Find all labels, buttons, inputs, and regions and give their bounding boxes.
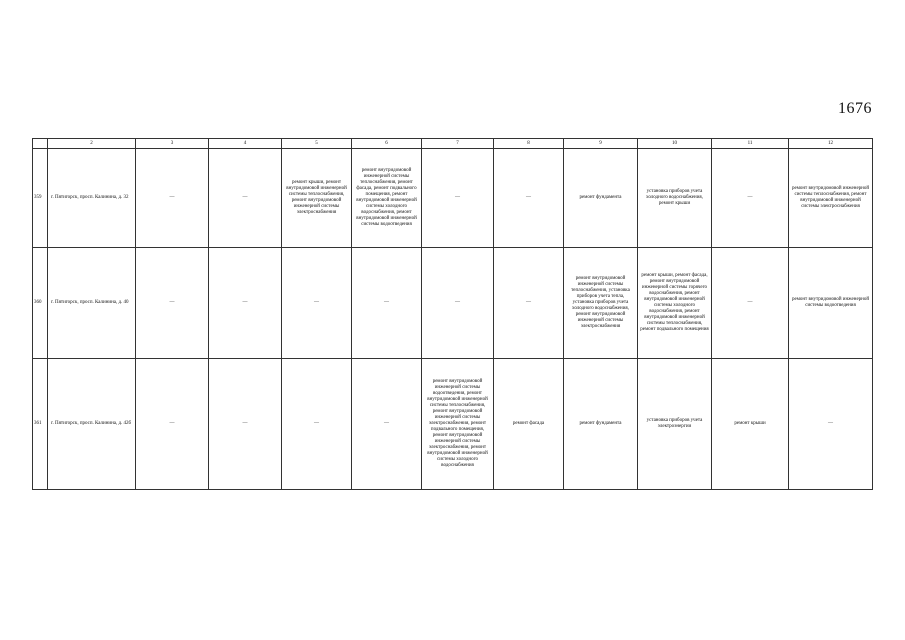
header-cell: 3 [136,139,209,149]
repair-schedule-table [32,138,873,490]
work-cell: — [282,359,352,490]
work-cell: — [494,149,564,248]
header-cell: 9 [564,139,638,149]
table-row [33,248,873,359]
work-cell: — [712,149,789,248]
work-cell: — [422,149,494,248]
address-cell: г. Пятигорск, просп. Калинина, д. 40 [48,248,136,359]
row-number: 359 [33,149,48,248]
table-row [33,149,873,248]
work-cell: — [712,248,789,359]
header-cell: 10 [638,139,712,149]
work-cell: — [352,248,422,359]
header-cell: 6 [352,139,422,149]
work-cell: ремонт крыши, ремонт внутридомовой инженерной системы теплоснабжения, ремонт внутридомовой инженерной системы электроснабжения [282,149,352,248]
work-cell: — [136,248,209,359]
address-cell: г. Пятигорск, просп. Калинина, д. 42б [48,359,136,490]
work-cell: ремонт внутридомовой инженерной системы теплоснабжения, установка приборов учета тепла, установка приборов учета холодного водоснабжения, ремонт внутридомовой инженерной системы электроснабжения [564,248,638,359]
work-cell: — [209,248,282,359]
work-cell: ремонт фундамента [564,359,638,490]
work-cell: — [136,149,209,248]
row-number: 361 [33,359,48,490]
work-cell: — [494,248,564,359]
header-row [33,139,873,149]
work-cell: — [209,359,282,490]
work-cell: установка приборов учета холодного водоснабжения, ремонт крыши [638,149,712,248]
address-cell: г. Пятигорск, просп. Калинина, д. 32 [48,149,136,248]
work-cell: ремонт крыши, ремонт фасада, ремонт внутридомовой инженерной системы горячего водоснабжения, ремонт внутридомовой инженерной системы холодного водоснабжения, ремонт внутридомовой инженерной системы теплоснабжения, ремонт подвального помещения [638,248,712,359]
header-cell: 4 [209,139,282,149]
page-number: 1676 [838,100,872,117]
work-cell: ремонт внутридомовой инженерной системы теплоснабжения, ремонт фасада, ремонт подвального помещения, ремонт внутридомовой инженерной системы холодного водоснабжения, ремонт внутридомовой инженерной системы водоотведения [352,149,422,248]
header-cell: 2 [48,139,136,149]
table-row [33,359,873,490]
work-cell: — [136,359,209,490]
header-cell: 12 [789,139,873,149]
work-cell: ремонт крыши [712,359,789,490]
work-cell: — [789,359,873,490]
header-cell [33,139,48,149]
header-cell: 5 [282,139,352,149]
row-number: 360 [33,248,48,359]
work-cell: установка приборов учета электроэнергии [638,359,712,490]
header-cell: 7 [422,139,494,149]
work-cell: — [282,248,352,359]
work-cell: ремонт фундамента [564,149,638,248]
header-cell: 8 [494,139,564,149]
work-cell: — [209,149,282,248]
work-cell: ремонт внутридомовой инженерной системы водоотведения, ремонт внутридомовой инженерной системы теплоснабжения, ремонт внутридомовой инженерной системы электроснабжения, ремонт подвального помещения, ремонт внутридомовой инженерной системы электроснабжения, ремонт внутридомовой инженерной системы холодного водоснабжения [422,359,494,490]
work-cell: — [422,248,494,359]
work-cell: ремонт внутридомовой инженерной системы водоотведения [789,248,873,359]
work-cell: ремонт фасада [494,359,564,490]
work-cell: — [352,359,422,490]
work-cell: ремонт внутридомовой инженерной системы теплоснабжения, ремонт внутридомовой инженерной системы электроснабжения [789,149,873,248]
header-cell: 11 [712,139,789,149]
